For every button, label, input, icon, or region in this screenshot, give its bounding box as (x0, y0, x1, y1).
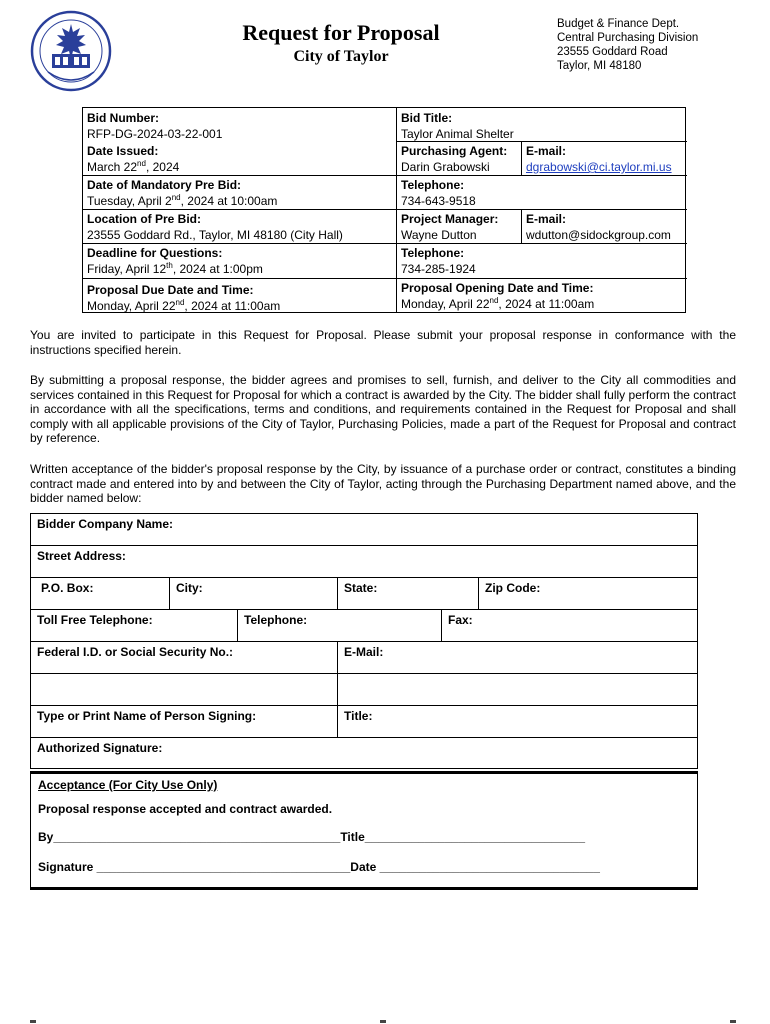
agent-telephone-label: Telephone: (401, 178, 465, 192)
company-name-field[interactable]: Bidder Company Name: (37, 517, 174, 531)
bid-title-cell (397, 108, 687, 142)
dept-line: Taylor, MI 48180 (557, 60, 642, 72)
deadline-value: Friday, April 12th, 2024 at 1:00pm (87, 261, 263, 276)
agent-email-link[interactable]: dgrabowski@ci.taylor.mi.us (526, 160, 672, 174)
bidder-info-form (30, 513, 698, 769)
deadline-cell (83, 243, 396, 277)
due-date-label: Proposal Due Date and Time: (87, 283, 254, 297)
city-seal-logo (30, 10, 112, 92)
opening-date-cell (397, 278, 687, 312)
agent-email-label: E-mail: (526, 144, 567, 158)
street-address-field[interactable]: Street Address: (37, 549, 126, 563)
authorized-signature-field[interactable]: Authorized Signature: (37, 741, 163, 755)
pm-telephone-value: 734-285-1924 (401, 262, 476, 276)
phone-row (31, 610, 697, 642)
pm-telephone-cell (397, 243, 687, 277)
po-box-field[interactable]: P.O. Box: (41, 581, 94, 595)
deadline-label: Deadline for Questions: (87, 246, 223, 260)
purchasing-agent-label: Purchasing Agent: (401, 144, 508, 158)
dept-line: 23555 Goddard Road (557, 46, 668, 58)
by-title-line[interactable]: By___________________________________________Title_________________________________ (38, 830, 586, 844)
bid-number-cell (83, 108, 396, 142)
date-issued-label: Date Issued: (87, 144, 159, 158)
city-field[interactable]: City: (169, 578, 337, 609)
date-issued-value: March 22nd, 2024 (87, 159, 180, 174)
mandatory-pre-bid-label: Date of Mandatory Pre Bid: (87, 178, 242, 192)
pm-email-value: wdutton@sidockgroup.com (526, 228, 671, 242)
date-issued-cell (83, 141, 396, 175)
project-manager-label: Project Manager: (401, 212, 499, 226)
page-title: Request for Proposal (242, 20, 440, 45)
acceptance-paragraph: Written acceptance of the bidder's proposal response by the City, by issuance of a purchase order or contract, constitutes a binding contract made and entered into by and between the City of Taylor, acting through the Purchasing Department named above, and the bidder named below: (30, 462, 736, 505)
dept-line: Central Purchasing Division (557, 32, 699, 44)
fax-field[interactable]: Fax: (441, 610, 697, 641)
opening-date-label: Proposal Opening Date and Time: (401, 281, 594, 295)
terms-paragraph: By submitting a proposal response, the bidder agrees and promises to sell, furnish, and deliver to the City all commodities and services contained in this Request for Proposal for which a contract is awarded by the City. The bidder shall fully perform the contract in accordance with all the specifications, terms and conditions, and requirements contained in the Request for Proposal and shall comply with all applicable provisions of the City of Taylor, Purchasing Policies, made a part of the Request for Proposal and contract by reference. (30, 373, 736, 445)
address-row (31, 578, 697, 610)
bid-title-label: Bid Title: (401, 111, 453, 125)
agent-telephone-value: 734-643-9518 (401, 194, 476, 208)
location-cell (83, 209, 396, 243)
bid-info-table (82, 107, 686, 313)
email-field[interactable]: E-Mail: (337, 642, 697, 673)
purchasing-agent-cell (397, 141, 521, 175)
federal-id-field[interactable]: Federal I.D. or Social Security No.: (37, 645, 234, 659)
accepted-statement: Proposal response accepted and contract awarded. (38, 802, 333, 816)
agent-telephone-cell (397, 175, 687, 209)
signature-row (31, 738, 697, 769)
purchasing-agent-value: Darin Grabowski (401, 160, 490, 174)
page-subtitle: City of Taylor (293, 48, 389, 65)
pm-email-cell (522, 209, 687, 243)
location-value: 23555 Goddard Rd., Taylor, MI 48180 (City Hall) (87, 228, 343, 242)
blank-row (31, 674, 697, 706)
department-address (557, 17, 698, 73)
bid-title-value: Taylor Animal Shelter (401, 127, 514, 141)
toll-free-telephone-field[interactable]: Toll Free Telephone: (37, 613, 153, 627)
city-acceptance-box (30, 771, 698, 890)
bid-number-label: Bid Number: (87, 111, 159, 125)
signature-date-line[interactable]: Signature ______________________________________Date _________________________________ (38, 860, 600, 874)
mandatory-pre-bid-value: Tuesday, April 2nd, 2024 at 10:00am (87, 193, 278, 208)
opening-date-value: Monday, April 22nd, 2024 at 11:00am (401, 296, 595, 311)
agent-email-cell (522, 141, 687, 175)
state-field[interactable]: State: (337, 578, 478, 609)
signer-row (31, 706, 697, 738)
due-date-cell (83, 280, 396, 314)
company-row (31, 514, 697, 546)
due-date-value: Monday, April 22nd, 2024 at 11:00am (87, 298, 281, 313)
dept-line: Budget & Finance Dept. (557, 18, 680, 30)
blank-field-left[interactable] (31, 674, 337, 705)
blank-field-right[interactable] (337, 674, 697, 705)
pm-telephone-label: Telephone: (401, 246, 465, 260)
acceptance-title: Acceptance (For City Use Only) (38, 778, 218, 792)
pm-email-label: E-mail: (526, 212, 567, 226)
zip-code-field[interactable]: Zip Code: (478, 578, 697, 609)
id-row (31, 642, 697, 674)
signer-title-field[interactable]: Title: (337, 706, 697, 737)
intro-paragraph: You are invited to participate in this Request for Proposal. Please submit your proposal response in conformance with the instructions specified herein. (30, 328, 736, 357)
telephone-field[interactable]: Telephone: (237, 610, 441, 641)
project-manager-cell (397, 209, 521, 243)
bid-number-value: RFP-DG-2024-03-22-001 (87, 127, 223, 141)
signer-name-field[interactable]: Type or Print Name of Person Signing: (37, 709, 257, 723)
project-manager-value: Wayne Dutton (401, 228, 477, 242)
location-label: Location of Pre Bid: (87, 212, 201, 226)
street-row (31, 546, 697, 578)
mandatory-pre-bid-cell (83, 175, 396, 209)
